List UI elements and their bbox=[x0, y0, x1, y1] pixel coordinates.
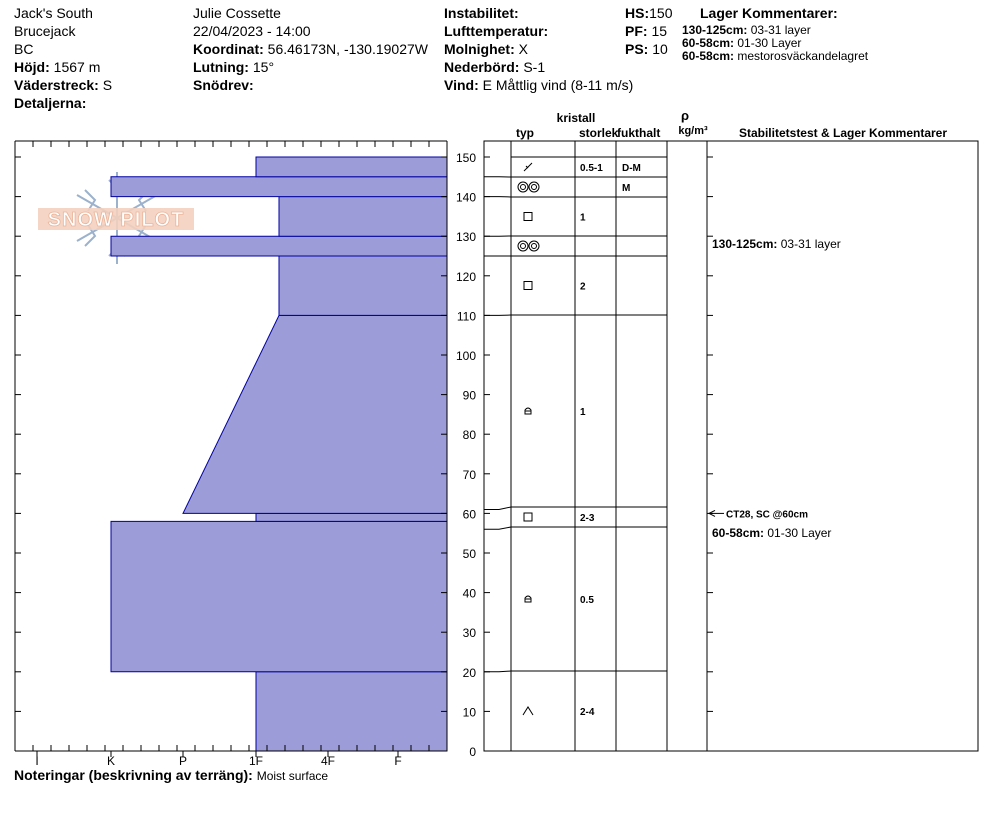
grain-size-label: 2-3 bbox=[580, 513, 595, 524]
depth-tick-label: 50 bbox=[462, 547, 476, 561]
type-header: typ bbox=[516, 126, 534, 140]
layer-comment-entry bbox=[712, 526, 831, 540]
hardness-tick-label: 1F bbox=[248, 754, 264, 768]
layer-connector bbox=[484, 507, 511, 509]
elevation-value: 1567 m bbox=[53, 59, 101, 75]
depth-tick-label: 40 bbox=[462, 586, 476, 601]
ps-value: 10 bbox=[652, 41, 668, 57]
drift-label: Snödrev: bbox=[193, 77, 254, 93]
depth-tick-label: 130 bbox=[455, 230, 476, 245]
hardness-tick-label: K bbox=[106, 754, 116, 768]
grain-size-label: 1 bbox=[580, 212, 586, 224]
depth-tick-label: 0 bbox=[469, 745, 476, 759]
depth-tick-label: 150 bbox=[455, 151, 476, 165]
layer-table-cells bbox=[511, 157, 667, 751]
precip-label: Nederbörd: bbox=[444, 59, 520, 75]
hardness-layer bbox=[256, 513, 447, 521]
hardness-tick-label: 4F bbox=[320, 754, 336, 768]
coordinate-label: Koordinat: bbox=[193, 41, 264, 57]
layer-comment-range: 130-125cm: bbox=[682, 23, 748, 37]
instability-label: Instabilitet: bbox=[444, 5, 519, 21]
notes-row bbox=[14, 767, 328, 784]
table-frame bbox=[484, 141, 978, 751]
layer-comment-range: 60-58cm: bbox=[712, 526, 768, 541]
depth-tick-label: 80 bbox=[462, 428, 476, 443]
depth-tick-label: 20 bbox=[462, 665, 476, 680]
moisture-label: M bbox=[622, 183, 631, 194]
moisture-label: D-M bbox=[622, 163, 641, 174]
aspect-value: S bbox=[102, 77, 113, 93]
grain-faceted-icon bbox=[524, 513, 532, 521]
depth-tick-label: 60 bbox=[462, 507, 476, 522]
stability-test-label: CT28, SC @60cm bbox=[726, 509, 809, 521]
hardness-layer bbox=[111, 521, 447, 671]
depth-tick-label: 10 bbox=[462, 705, 476, 720]
grain-melt-icon bbox=[518, 241, 539, 251]
grain-faceted-icon bbox=[524, 213, 532, 221]
layer-comment-entry bbox=[712, 237, 841, 251]
hardness-tick-label: I bbox=[35, 754, 39, 768]
hardness-tick-label: P bbox=[178, 754, 188, 768]
notes-text: Moist surface bbox=[256, 769, 329, 783]
grain-depth-hoar-icon bbox=[523, 707, 533, 715]
wind-value: E Måttlig vind (8-11 m/s) bbox=[482, 77, 634, 93]
depth-tick-label: 90 bbox=[462, 388, 476, 403]
region: BC bbox=[14, 41, 34, 57]
sky-label: Molnighet: bbox=[444, 41, 515, 57]
slope-value: 15° bbox=[252, 59, 275, 75]
grain-rounded-faceted-icon bbox=[525, 408, 531, 414]
hardness-layer bbox=[279, 197, 447, 237]
layer-comment-range: 60-58cm: bbox=[682, 49, 735, 63]
hardness-layer bbox=[256, 157, 447, 177]
layer-comment-text: 03-31 layer bbox=[780, 237, 841, 252]
coordinate-value: 56.46173N, -130.19027W bbox=[267, 41, 428, 57]
hs-label: HS: bbox=[625, 5, 650, 21]
depth-tick-label: 120 bbox=[455, 269, 476, 284]
grain-size-label: 2 bbox=[580, 281, 586, 293]
layer-comment-range: 130-125cm: bbox=[712, 237, 781, 252]
hardness-tick-label: F bbox=[394, 754, 402, 768]
stability-header: Stabilitetstest & Lager Kommentarer bbox=[738, 126, 948, 140]
observer: Julie Cossette bbox=[193, 5, 281, 21]
layer-table bbox=[484, 141, 978, 751]
layer-connectors bbox=[484, 177, 511, 672]
crystal-header: kristall bbox=[556, 111, 596, 125]
density-symbol: ρ bbox=[680, 108, 690, 123]
elevation-label: Höjd: bbox=[14, 59, 50, 75]
layer-comment-text: mestorosväckandelagret bbox=[737, 49, 869, 63]
snowpilot-logo-text: SNOW PILOT bbox=[47, 209, 185, 231]
airtemp-label: Lufttemperatur: bbox=[444, 23, 549, 39]
layer-comment-text: 01-30 Layer bbox=[767, 526, 832, 541]
slope-label: Lutning: bbox=[193, 59, 249, 75]
grain-size-label: 0.5-1 bbox=[580, 163, 603, 174]
hs-value: 150 bbox=[649, 5, 673, 21]
layer-connector bbox=[484, 671, 511, 672]
layer-comment-text: 03-31 layer bbox=[750, 23, 811, 37]
layer-comment-text: 01-30 Layer bbox=[737, 36, 802, 50]
area: Brucejack bbox=[14, 23, 76, 39]
moisture-header: fukthalt bbox=[617, 126, 661, 140]
hardness-layer bbox=[111, 177, 447, 197]
grain-size-label: 2-4 bbox=[580, 707, 595, 718]
depth-tick-label: 100 bbox=[455, 349, 476, 363]
pf-label: PF: bbox=[625, 23, 648, 39]
details-label: Detaljerna: bbox=[14, 95, 87, 111]
grain-decomposing-icon bbox=[524, 163, 532, 171]
hardness-axis bbox=[35, 751, 401, 768]
wind-label: Vind: bbox=[444, 77, 479, 93]
precip-value: S-1 bbox=[523, 59, 546, 75]
grain-faceted-icon bbox=[524, 282, 532, 290]
size-header: storlek bbox=[579, 126, 619, 140]
grain-melt-icon bbox=[518, 182, 539, 192]
layer-comments-title: Lager Kommentarer: bbox=[700, 5, 838, 21]
aspect-label: Väderstreck: bbox=[14, 77, 99, 93]
density-unit: kg/m³ bbox=[678, 125, 708, 137]
grain-size-label: 0.5 bbox=[580, 595, 594, 606]
hardness-layer bbox=[183, 315, 447, 513]
layer-comment-range: 60-58cm: bbox=[682, 36, 735, 50]
datetime: 22/04/2023 - 14:00 bbox=[193, 23, 311, 39]
hardness-profile bbox=[111, 157, 447, 751]
grain-rounded-faceted-icon bbox=[525, 596, 531, 602]
hardness-layer bbox=[256, 672, 447, 751]
stability-column bbox=[707, 157, 841, 751]
depth-tick-label: 140 bbox=[455, 190, 476, 205]
depth-tick-label: 70 bbox=[462, 467, 476, 482]
ps-label: PS: bbox=[625, 41, 649, 57]
location: Jack's South bbox=[14, 5, 93, 21]
depth-tick-label: 110 bbox=[456, 309, 476, 324]
pf-value: 15 bbox=[651, 23, 668, 39]
grain-size-label: 1 bbox=[580, 407, 586, 418]
layer-connector bbox=[484, 527, 511, 529]
notes-label: Noteringar (beskrivning av terräng): bbox=[14, 767, 253, 783]
hardness-layer bbox=[111, 236, 447, 256]
sky-value: X bbox=[518, 41, 528, 57]
depth-axis bbox=[441, 151, 490, 759]
hardness-layer bbox=[279, 256, 447, 315]
depth-tick-label: 30 bbox=[462, 626, 476, 641]
